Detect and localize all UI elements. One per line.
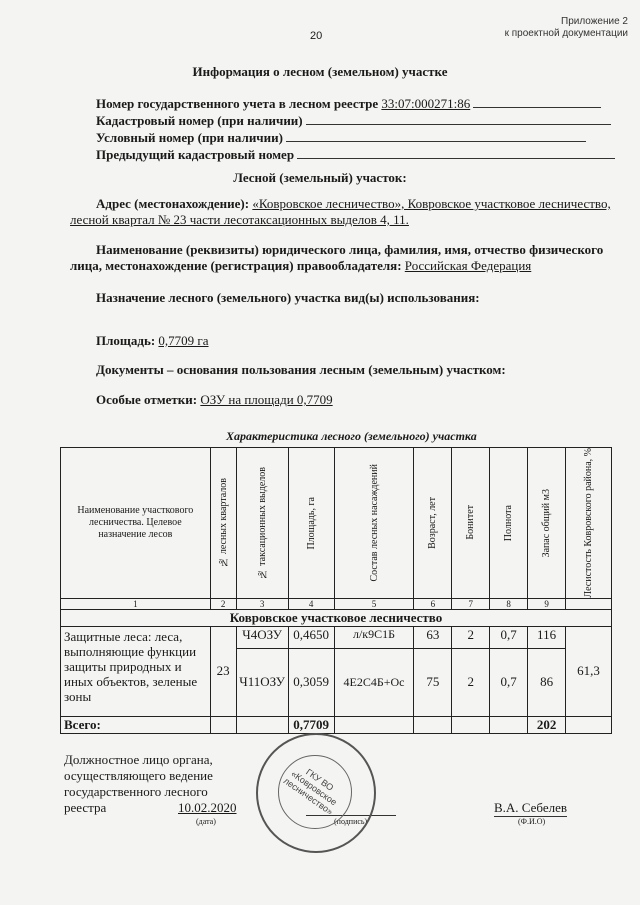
- table-row: [61, 626, 612, 648]
- holder-label-1: Наименование (реквизиты) юридического лица, фамилия, имя, отчество физического: [96, 242, 604, 257]
- area-label: Площадь:: [96, 333, 156, 348]
- table-title: Характеристика лесного (земельного) участка: [226, 429, 477, 443]
- header-age-text: Возраст, лет: [427, 496, 439, 549]
- purpose-label: Назначение лесного (земельного) участка вид(ы) использования:: [96, 290, 480, 305]
- empty-cell: [210, 716, 236, 733]
- cadastral-label: Кадастровый номер (при наличии): [96, 113, 303, 128]
- header-area: [288, 448, 334, 599]
- conditional-label: Условный номер (при наличии): [96, 130, 283, 145]
- col-number: 6: [414, 598, 452, 609]
- signature-date: 10.02.2020: [178, 800, 237, 815]
- page-title: Информация о лесном (земельном) участке: [192, 64, 448, 79]
- purpose-cell: Защитные леса: леса, выполняющие функции защиты природных и иных объектов, зеленые зоны: [61, 626, 211, 716]
- empty-cell: [566, 716, 612, 733]
- header-stock-text: Запас общий м3: [541, 488, 553, 557]
- documents-label: Документы – основания пользования лесным (земельным) участком:: [96, 362, 506, 377]
- col-number: 7: [452, 598, 490, 609]
- forest-plot-table: [60, 447, 612, 734]
- official-stamp: [256, 733, 376, 853]
- age-cell: 75: [414, 648, 452, 716]
- vydel-cell: Ч4ОЗУ: [236, 626, 288, 648]
- header-fullness-text: Полнота: [503, 504, 515, 541]
- table-header-row: [61, 448, 612, 599]
- state-number-row: [96, 95, 616, 112]
- area-cell: 0,4650: [288, 626, 334, 648]
- empty-cell: [334, 716, 414, 733]
- stock-cell: 86: [528, 648, 566, 716]
- official-line-4: реестра: [64, 800, 107, 815]
- header-composition-text: Состав лесных насаждений: [368, 464, 380, 582]
- state-number-value: 33:07:000271:86: [381, 96, 471, 111]
- holder-value: Российская Федерация: [404, 258, 532, 273]
- date-caption: (дата): [196, 817, 216, 826]
- registry-block: [96, 95, 616, 163]
- holder-row-2: [70, 258, 531, 274]
- col-number: 9: [528, 598, 566, 609]
- stamp-text: ГКУ ВО «Ковровское лесничество»: [281, 766, 339, 817]
- page-number: 20: [310, 30, 323, 42]
- header-composition: [334, 448, 414, 599]
- state-number-label: Номер государственного учета в лесном реестре: [96, 96, 379, 111]
- plot-heading: Лесной (земельный) участок:: [233, 170, 407, 185]
- col-number: 5: [334, 598, 414, 609]
- address-label: Адрес (местонахождение):: [96, 196, 250, 211]
- header-fullness: [490, 448, 528, 599]
- quarter-cell: 23: [210, 626, 236, 716]
- sign-caption: (подпись): [334, 817, 368, 826]
- empty-cell: [490, 716, 528, 733]
- col-number: [566, 598, 612, 609]
- col-number: 1: [61, 598, 211, 609]
- fullness-cell: 0,7: [490, 626, 528, 648]
- empty-cell: [236, 716, 288, 733]
- header-forest-cover-text: Лесистость Ковровского района, %: [583, 448, 594, 598]
- name-caption: (Ф.И.О): [518, 817, 546, 826]
- header-quarters: [210, 448, 236, 599]
- forestry-row: [61, 609, 612, 626]
- official-line-1: Должностное лицо органа,: [64, 752, 213, 767]
- header-bonitet-text: Бонитет: [465, 505, 477, 541]
- age-cell: 63: [414, 626, 452, 648]
- conditional-row: [96, 129, 616, 146]
- col-number: 3: [236, 598, 288, 609]
- area-value: 0,7709 га: [158, 333, 209, 348]
- col-number: 8: [490, 598, 528, 609]
- header-stock: [528, 448, 566, 599]
- official-line-3: государственного лесного: [64, 784, 208, 799]
- header-quarters-text: № лесных кварталов: [217, 477, 229, 568]
- appendix-line2: к проектной документации: [504, 28, 628, 39]
- total-label: Всего:: [61, 716, 211, 733]
- notes-value: ОЗУ на площади 0,7709: [200, 392, 333, 407]
- total-stock: 202: [528, 716, 566, 733]
- area-row: [96, 333, 209, 349]
- col-number: 2: [210, 598, 236, 609]
- total-area: 0,7709: [288, 716, 334, 733]
- appendix-note: [505, 16, 628, 40]
- holder-label-2: лица, местонахождение (регистрация) правообладателя:: [70, 258, 402, 273]
- vydel-cell: Ч11ОЗУ: [236, 648, 288, 716]
- total-row: [61, 716, 612, 733]
- address-value-2: лесной квартал № 23 части лесотаксационных выделов 4, 11.: [70, 212, 409, 227]
- address-block: [96, 196, 626, 212]
- header-age: [414, 448, 452, 599]
- area-cell: 0,3059: [288, 648, 334, 716]
- forestry-name: Ковровское участковое лесничество: [61, 609, 612, 626]
- official-line-2: осуществляющего ведение: [64, 768, 213, 783]
- notes-label: Особые отметки:: [96, 392, 198, 407]
- forest-cover-cell: 61,3: [566, 626, 612, 716]
- cadastral-row: [96, 112, 616, 129]
- appendix-line1: Приложение 2: [561, 16, 628, 27]
- table-number-row: [61, 598, 612, 609]
- col-number: 4: [288, 598, 334, 609]
- bonitet-cell: 2: [452, 648, 490, 716]
- notes-row: [96, 392, 333, 408]
- signer-name: В.А. Себелев: [494, 800, 568, 815]
- header-area-text: Площадь, га: [305, 496, 317, 550]
- header-bonitet: [452, 448, 490, 599]
- composition-cell: 4Е2С4Б+Ос: [334, 648, 414, 716]
- composition-cell: л/к9С1Б: [334, 626, 414, 648]
- header-forest-cover: [566, 448, 612, 599]
- address-value-1: «Ковровское лесничество», Ковровское участковое лесничество,: [252, 196, 611, 211]
- header-name: Наименование участкового лесничества. Целевое назначение лесов: [61, 448, 211, 599]
- header-vydels: [236, 448, 288, 599]
- empty-cell: [452, 716, 490, 733]
- previous-label: Предыдущий кадастровый номер: [96, 147, 295, 162]
- bonitet-cell: 2: [452, 626, 490, 648]
- fullness-cell: 0,7: [490, 648, 528, 716]
- stock-cell: 116: [528, 626, 566, 648]
- previous-row: [96, 146, 616, 163]
- empty-cell: [414, 716, 452, 733]
- header-vydels-text: № таксационных выделов: [256, 466, 268, 579]
